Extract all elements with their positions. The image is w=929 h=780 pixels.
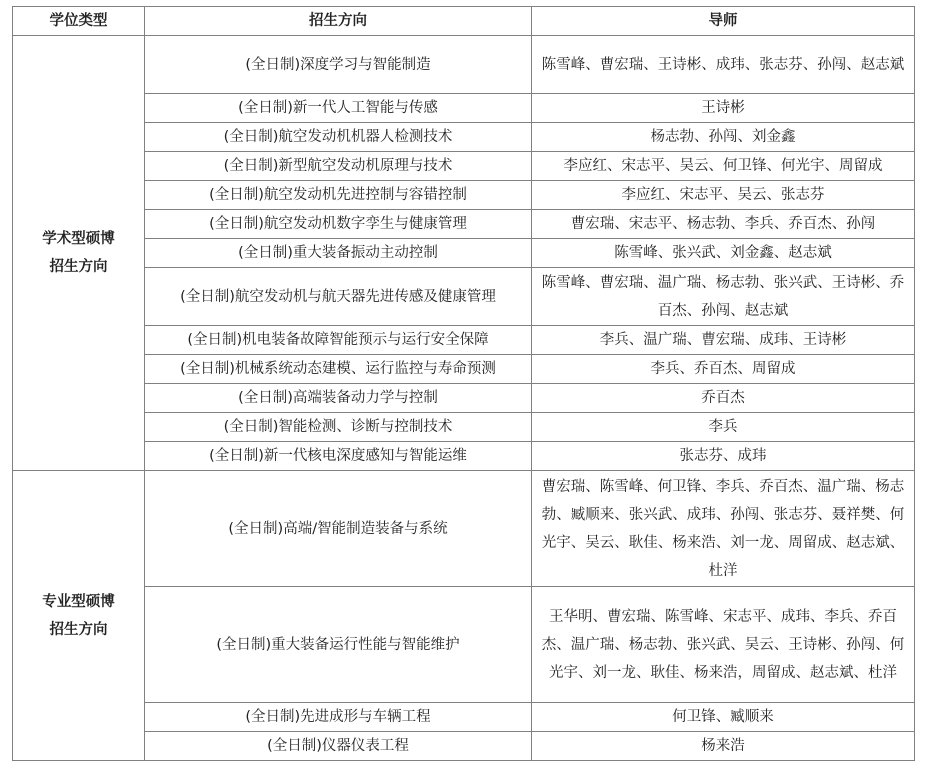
table-row <box>13 268 915 326</box>
table-row <box>13 123 915 152</box>
table-row <box>13 36 915 94</box>
advisors-cell: 陈雪峰、曹宏瑞、王诗彬、成玮、张志芬、孙闯、赵志斌 <box>532 36 915 94</box>
advisors-cell: 李应红、宋志平、吴云、何卫锋、何光宇、周留成 <box>532 152 915 181</box>
direction-cell: (全日制)航空发动机数字孪生与健康管理 <box>145 210 532 239</box>
academic-group-label: 学术型硕博 招生方向 <box>13 36 145 471</box>
header-direction: 招生方向 <box>145 7 532 36</box>
table-row <box>13 355 915 384</box>
direction-cell: (全日制)新一代核电深度感知与智能运维 <box>145 442 532 471</box>
advisors-cell: 王华明、曹宏瑞、陈雪峰、宋志平、成玮、李兵、乔百杰、温广瑞、杨志勃、张兴武、吴云、王诗彬、孙闯、何光宇、刘一龙、耿佳、杨来浩，周留成、赵志斌、杜洋 <box>532 587 915 703</box>
advisors-cell: 李应红、宋志平、吴云、张志芬 <box>532 181 915 210</box>
professional-group-label: 专业型硕博 招生方向 <box>13 471 145 761</box>
advisors-cell: 王诗彬 <box>532 94 915 123</box>
direction-cell: (全日制)航空发动机机器人检测技术 <box>145 123 532 152</box>
direction-cell: (全日制)新一代人工智能与传感 <box>145 94 532 123</box>
advisors-cell: 曹宏瑞、陈雪峰、何卫锋、李兵、乔百杰、温广瑞、杨志勃、臧顺来、张兴武、成玮、孙闯、张志芬、聂祥樊、何光宇、吴云、耿佳、杨来浩、刘一龙、周留成、赵志斌、杜洋 <box>532 471 915 587</box>
direction-cell: (全日制)高端/智能制造装备与系统 <box>145 471 532 587</box>
advisors-cell: 李兵、乔百杰、周留成 <box>532 355 915 384</box>
direction-cell: (全日制)重大装备运行性能与智能维护 <box>145 587 532 703</box>
direction-cell: (全日制)高端装备动力学与控制 <box>145 384 532 413</box>
table-row <box>13 703 915 732</box>
table-row <box>13 384 915 413</box>
direction-cell: (全日制)深度学习与智能制造 <box>145 36 532 94</box>
direction-cell: (全日制)先进成形与车辆工程 <box>145 703 532 732</box>
direction-cell: (全日制)新型航空发动机原理与技术 <box>145 152 532 181</box>
advisors-cell: 何卫锋、臧顺来 <box>532 703 915 732</box>
advisors-cell: 张志芬、成玮 <box>532 442 915 471</box>
header-advisors: 导师 <box>532 7 915 36</box>
enrollment-table <box>12 6 915 761</box>
direction-cell: (全日制)重大装备振动主动控制 <box>145 239 532 268</box>
table-row <box>13 326 915 355</box>
header-degree-type: 学位类型 <box>13 7 145 36</box>
direction-cell: (全日制)航空发动机先进控制与容错控制 <box>145 181 532 210</box>
direction-cell: (全日制)航空发动机与航天器先进传感及健康管理 <box>145 268 532 326</box>
advisors-cell: 杨志勃、孙闯、刘金鑫 <box>532 123 915 152</box>
advisors-cell: 陈雪峰、曹宏瑞、温广瑞、杨志勃、张兴武、王诗彬、乔百杰、孙闯、赵志斌 <box>532 268 915 326</box>
table-row <box>13 152 915 181</box>
advisors-cell: 陈雪峰、张兴武、刘金鑫、赵志斌 <box>532 239 915 268</box>
advisors-cell: 李兵、温广瑞、曹宏瑞、成玮、王诗彬 <box>532 326 915 355</box>
advisors-cell: 杨来浩 <box>532 732 915 761</box>
direction-cell: (全日制)仪器仪表工程 <box>145 732 532 761</box>
table-row <box>13 181 915 210</box>
direction-cell: (全日制)机电装备故障智能预示与运行安全保障 <box>145 326 532 355</box>
table-row <box>13 413 915 442</box>
table-row <box>13 442 915 471</box>
table-row <box>13 210 915 239</box>
header-row <box>13 7 915 36</box>
table-row <box>13 239 915 268</box>
advisors-cell: 李兵 <box>532 413 915 442</box>
table-row <box>13 732 915 761</box>
direction-cell: (全日制)智能检测、诊断与控制技术 <box>145 413 532 442</box>
direction-cell: (全日制)机械系统动态建模、运行监控与寿命预测 <box>145 355 532 384</box>
table-row <box>13 94 915 123</box>
advisors-cell: 乔百杰 <box>532 384 915 413</box>
table-row <box>13 471 915 587</box>
advisors-cell: 曹宏瑞、宋志平、杨志勃、李兵、乔百杰、孙闯 <box>532 210 915 239</box>
table-row <box>13 587 915 703</box>
